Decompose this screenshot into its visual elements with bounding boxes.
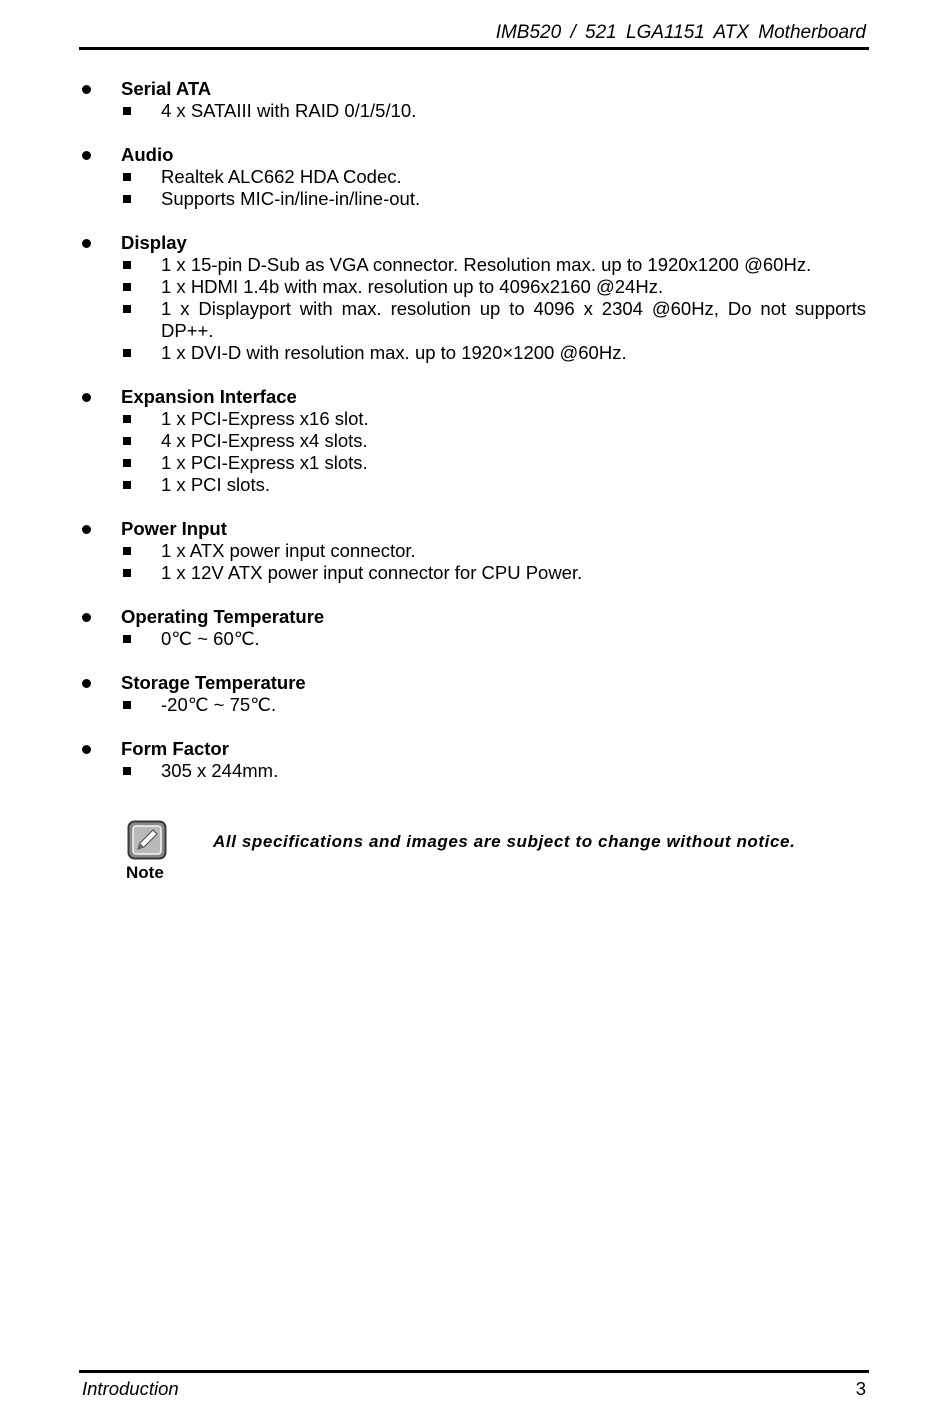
section-heading (80, 232, 866, 254)
list-item (80, 166, 866, 188)
round-bullet-icon (82, 239, 91, 248)
list-item-text: 4 x PCI-Express x4 slots. (161, 430, 368, 451)
list-item-text: 1 x PCI-Express x1 slots. (161, 452, 368, 473)
square-bullet-icon (123, 635, 131, 643)
square-bullet-icon (123, 349, 131, 357)
spec-section (80, 232, 866, 364)
round-bullet-icon (82, 613, 91, 622)
spec-section (80, 606, 866, 650)
list-item-text: 1 x ATX power input connector. (161, 540, 416, 561)
list-item-text: 1 x DVI-D with resolution max. up to 1920×1200 @60Hz. (161, 342, 627, 363)
square-bullet-icon (123, 569, 131, 577)
section-heading (80, 78, 866, 100)
list-item-text: 1 x 15-pin D-Sub as VGA connector. Resolution max. up to 1920x1200 @60Hz. (161, 254, 812, 275)
list-item (80, 254, 866, 276)
list-item (80, 760, 866, 782)
square-bullet-icon (123, 305, 131, 313)
list-item (80, 430, 866, 452)
page-number: 3 (855, 1378, 866, 1399)
square-bullet-icon (123, 415, 131, 423)
footer-divider (79, 1370, 869, 1373)
spec-section (80, 518, 866, 584)
list-item (80, 562, 866, 584)
square-bullet-icon (123, 261, 131, 269)
list-item (80, 540, 866, 562)
spec-list (80, 78, 866, 804)
list-item-text: 0℃ ~ 60℃. (161, 628, 260, 649)
page-header-title: IMB520 / 521 LGA1151 ATX Motherboard (495, 22, 866, 43)
list-item-text: 1 x HDMI 1.4b with max. resolution up to 4096x2160 @24Hz. (161, 276, 664, 297)
round-bullet-icon (82, 151, 91, 160)
list-item (80, 408, 866, 430)
section-heading (80, 386, 866, 408)
square-bullet-icon (123, 283, 131, 291)
square-bullet-icon (123, 459, 131, 467)
header-divider (79, 47, 869, 50)
round-bullet-icon (82, 393, 91, 402)
section-heading-text: Display (121, 232, 187, 253)
list-item-text: -20℃ ~ 75℃. (161, 694, 277, 715)
square-bullet-icon (123, 701, 131, 709)
list-item (80, 474, 866, 496)
list-item-text: 4 x SATAIII with RAID 0/1/5/10. (161, 100, 417, 121)
section-heading-text: Form Factor (121, 738, 229, 759)
spec-section (80, 386, 866, 496)
footer-section-name: Introduction (82, 1378, 179, 1399)
list-item (80, 100, 866, 122)
list-item (80, 694, 866, 716)
section-heading-text: Power Input (121, 518, 227, 539)
note-text: All specifications and images are subject to change without notice. (213, 832, 796, 851)
list-item-text: Supports MIC-in/line-in/line-out. (161, 188, 421, 209)
section-heading (80, 672, 866, 694)
section-heading (80, 518, 866, 540)
list-item (80, 276, 866, 298)
note-pencil-icon (127, 820, 167, 860)
square-bullet-icon (123, 107, 131, 115)
square-bullet-icon (123, 547, 131, 555)
spec-section (80, 738, 866, 782)
note-label: Note (126, 863, 164, 882)
list-item-text: 1 x PCI slots. (161, 474, 270, 495)
round-bullet-icon (82, 85, 91, 94)
list-item (80, 628, 866, 650)
section-heading-text: Expansion Interface (121, 386, 297, 407)
spec-section (80, 78, 866, 122)
square-bullet-icon (123, 481, 131, 489)
list-item (80, 452, 866, 474)
square-bullet-icon (123, 195, 131, 203)
list-item-text: 1 x 12V ATX power input connector for CPU Power. (161, 562, 583, 583)
note-box (124, 818, 824, 888)
list-item (80, 342, 866, 364)
square-bullet-icon (123, 437, 131, 445)
section-heading-text: Serial ATA (121, 78, 212, 99)
list-item-text: 1 x Displayport with max. resolution up to 4096 x 2304 @60Hz, Do not supports DP++. (161, 298, 866, 341)
section-heading-text: Operating Temperature (121, 606, 325, 627)
list-item-text: 305 x 244mm. (161, 760, 279, 781)
spec-section (80, 144, 866, 210)
square-bullet-icon (123, 767, 131, 775)
section-heading (80, 606, 866, 628)
section-heading (80, 738, 866, 760)
spec-section (80, 672, 866, 716)
round-bullet-icon (82, 745, 91, 754)
section-heading (80, 144, 866, 166)
square-bullet-icon (123, 173, 131, 181)
list-item-text: Realtek ALC662 HDA Codec. (161, 166, 402, 187)
round-bullet-icon (82, 679, 91, 688)
list-item (80, 188, 866, 210)
list-item (80, 298, 866, 342)
list-item-text: 1 x PCI-Express x16 slot. (161, 408, 369, 429)
round-bullet-icon (82, 525, 91, 534)
section-heading-text: Storage Temperature (121, 672, 306, 693)
section-heading-text: Audio (121, 144, 174, 165)
